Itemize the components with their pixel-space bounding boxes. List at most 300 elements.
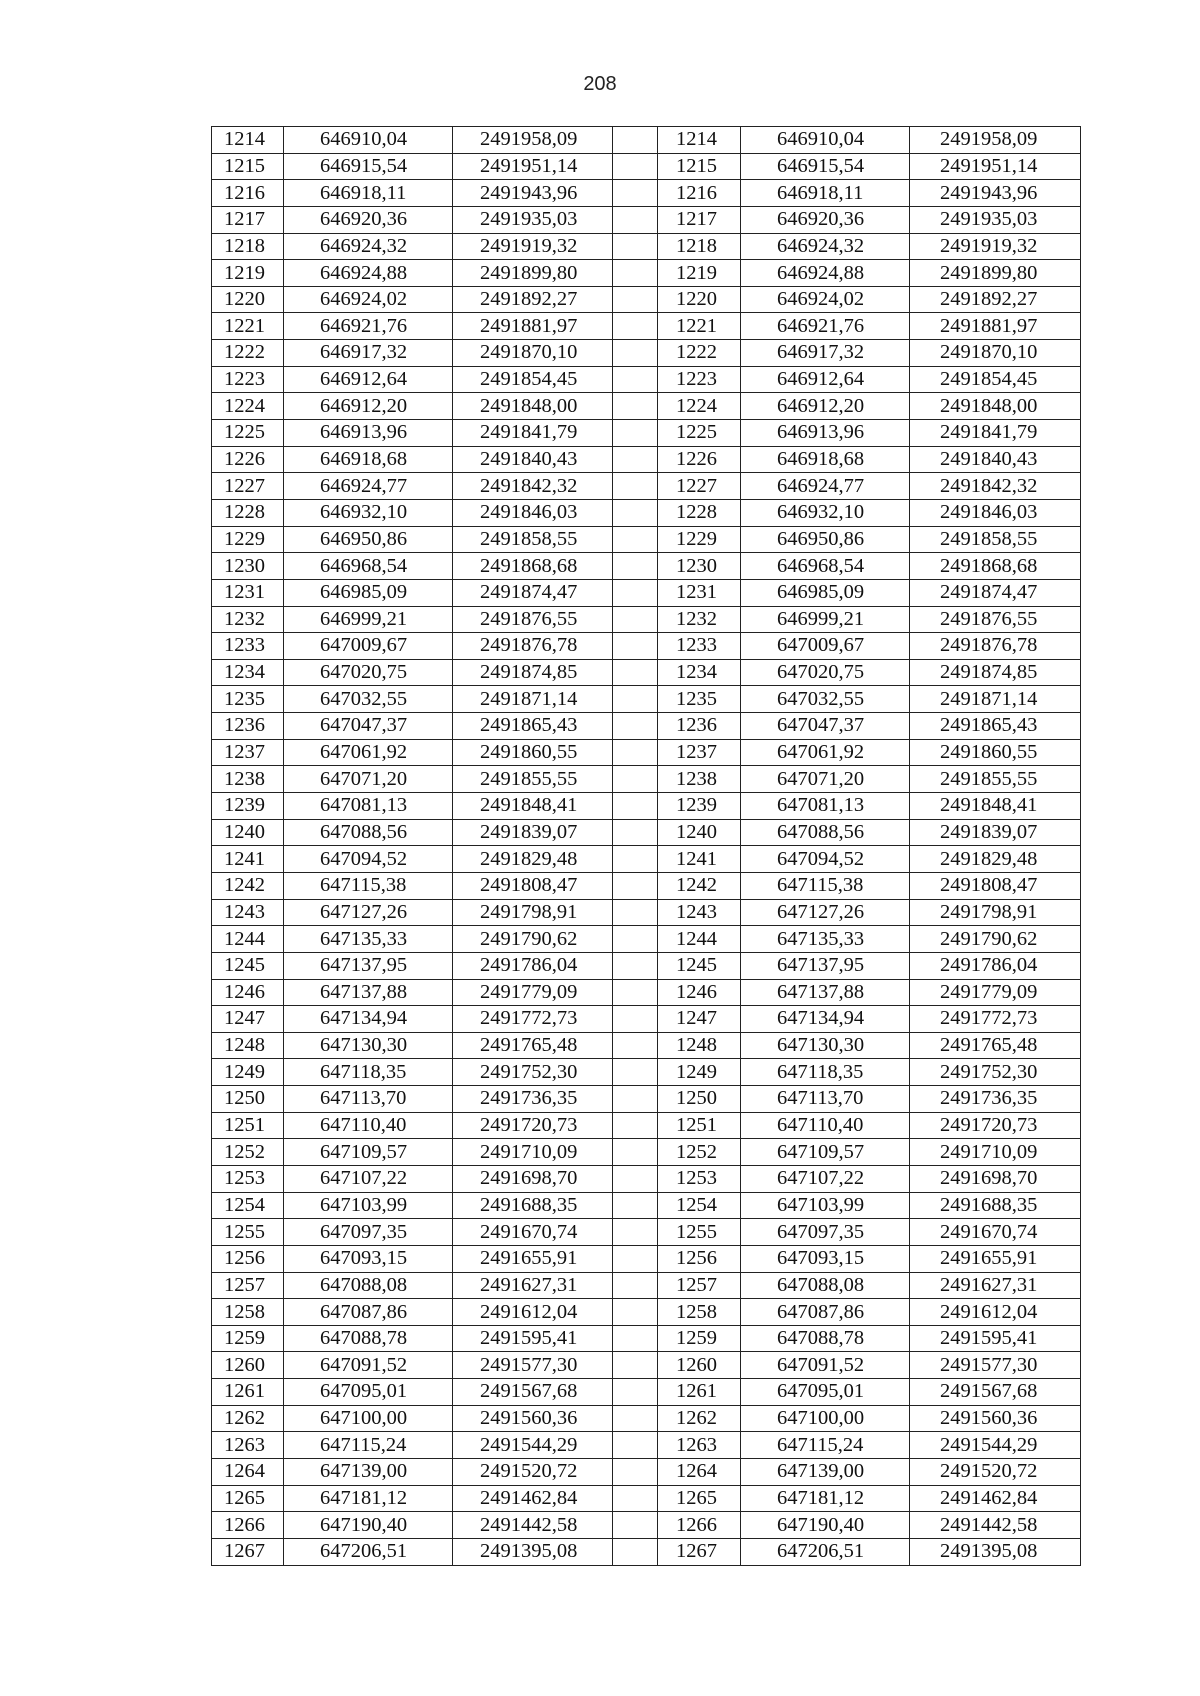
left-x-coordinate-cell: 646985,09 [284, 579, 453, 606]
right-y-coordinate-cell: 2491567,68 [910, 1379, 1081, 1406]
right-y-coordinate-cell: 2491935,03 [910, 206, 1081, 233]
right-x-coordinate-cell: 647095,01 [741, 1379, 910, 1406]
right-point-number-cell: 1252 [658, 1139, 741, 1166]
left-x-coordinate-cell: 646920,36 [284, 206, 453, 233]
right-y-coordinate-cell: 2491670,74 [910, 1219, 1081, 1246]
left-point-number-cell: 1247 [212, 1006, 284, 1033]
left-x-coordinate-cell: 646921,76 [284, 313, 453, 340]
left-point-number-cell: 1227 [212, 473, 284, 500]
right-y-coordinate-cell: 2491848,00 [910, 393, 1081, 420]
right-y-coordinate-cell: 2491790,62 [910, 926, 1081, 953]
right-y-coordinate-cell: 2491876,78 [910, 633, 1081, 660]
left-x-coordinate-cell: 647088,08 [284, 1272, 453, 1299]
right-y-coordinate-cell: 2491919,32 [910, 233, 1081, 260]
right-point-number-cell: 1215 [658, 153, 741, 180]
right-point-number-cell: 1240 [658, 819, 741, 846]
right-y-coordinate-cell: 2491870,10 [910, 340, 1081, 367]
left-point-number-cell: 1215 [212, 153, 284, 180]
left-point-number-cell: 1241 [212, 846, 284, 873]
left-point-number-cell: 1254 [212, 1192, 284, 1219]
right-y-coordinate-cell: 2491736,35 [910, 1086, 1081, 1113]
right-point-number-cell: 1225 [658, 420, 741, 447]
right-x-coordinate-cell: 647130,30 [741, 1032, 910, 1059]
table-row [212, 206, 1081, 233]
left-point-number-cell: 1231 [212, 579, 284, 606]
table-row [212, 633, 1081, 660]
right-point-number-cell: 1264 [658, 1459, 741, 1486]
right-x-coordinate-cell: 647009,67 [741, 633, 910, 660]
right-point-number-cell: 1263 [658, 1432, 741, 1459]
left-y-coordinate-cell: 2491865,43 [453, 713, 613, 740]
spacer-cell [613, 1299, 658, 1326]
right-x-coordinate-cell: 646912,20 [741, 393, 910, 420]
right-point-number-cell: 1246 [658, 979, 741, 1006]
table-row [212, 340, 1081, 367]
right-x-coordinate-cell: 647100,00 [741, 1405, 910, 1432]
right-x-coordinate-cell: 647032,55 [741, 686, 910, 713]
left-x-coordinate-cell: 647127,26 [284, 899, 453, 926]
left-point-number-cell: 1239 [212, 793, 284, 820]
table-row [212, 1139, 1081, 1166]
right-x-coordinate-cell: 647097,35 [741, 1219, 910, 1246]
left-point-number-cell: 1216 [212, 180, 284, 207]
spacer-cell [613, 473, 658, 500]
table-row [212, 1299, 1081, 1326]
left-x-coordinate-cell: 647088,78 [284, 1325, 453, 1352]
table-row [212, 979, 1081, 1006]
right-x-coordinate-cell: 647088,56 [741, 819, 910, 846]
right-x-coordinate-cell: 646910,04 [741, 127, 910, 154]
table-row [212, 499, 1081, 526]
right-x-coordinate-cell: 646924,02 [741, 286, 910, 313]
left-point-number-cell: 1234 [212, 659, 284, 686]
left-x-coordinate-cell: 647190,40 [284, 1512, 453, 1539]
table-row [212, 1006, 1081, 1033]
left-y-coordinate-cell: 2491829,48 [453, 846, 613, 873]
left-x-coordinate-cell: 647071,20 [284, 766, 453, 793]
left-y-coordinate-cell: 2491848,00 [453, 393, 613, 420]
left-x-coordinate-cell: 646917,32 [284, 340, 453, 367]
left-point-number-cell: 1221 [212, 313, 284, 340]
right-y-coordinate-cell: 2491899,80 [910, 260, 1081, 287]
page-number: 208 [583, 73, 617, 95]
left-y-coordinate-cell: 2491688,35 [453, 1192, 613, 1219]
table-row [212, 286, 1081, 313]
table-row [212, 739, 1081, 766]
right-y-coordinate-cell: 2491855,55 [910, 766, 1081, 793]
right-x-coordinate-cell: 646917,32 [741, 340, 910, 367]
left-point-number-cell: 1229 [212, 526, 284, 553]
right-x-coordinate-cell: 646924,32 [741, 233, 910, 260]
left-point-number-cell: 1259 [212, 1325, 284, 1352]
left-x-coordinate-cell: 647081,13 [284, 793, 453, 820]
right-point-number-cell: 1243 [658, 899, 741, 926]
left-x-coordinate-cell: 646915,54 [284, 153, 453, 180]
right-y-coordinate-cell: 2491881,97 [910, 313, 1081, 340]
right-y-coordinate-cell: 2491655,91 [910, 1245, 1081, 1272]
right-point-number-cell: 1234 [658, 659, 741, 686]
left-point-number-cell: 1263 [212, 1432, 284, 1459]
left-point-number-cell: 1224 [212, 393, 284, 420]
right-x-coordinate-cell: 647118,35 [741, 1059, 910, 1086]
right-y-coordinate-cell: 2491779,09 [910, 979, 1081, 1006]
right-x-coordinate-cell: 646968,54 [741, 553, 910, 580]
left-y-coordinate-cell: 2491442,58 [453, 1512, 613, 1539]
left-x-coordinate-cell: 646918,11 [284, 180, 453, 207]
right-x-coordinate-cell: 647020,75 [741, 659, 910, 686]
left-point-number-cell: 1217 [212, 206, 284, 233]
table-row [212, 1059, 1081, 1086]
table-row [212, 420, 1081, 447]
left-point-number-cell: 1223 [212, 366, 284, 393]
right-y-coordinate-cell: 2491958,09 [910, 127, 1081, 154]
left-point-number-cell: 1256 [212, 1245, 284, 1272]
left-x-coordinate-cell: 647061,92 [284, 739, 453, 766]
table-row [212, 846, 1081, 873]
right-x-coordinate-cell: 647091,52 [741, 1352, 910, 1379]
left-point-number-cell: 1246 [212, 979, 284, 1006]
left-x-coordinate-cell: 647097,35 [284, 1219, 453, 1246]
left-x-coordinate-cell: 647118,35 [284, 1059, 453, 1086]
left-y-coordinate-cell: 2491772,73 [453, 1006, 613, 1033]
left-y-coordinate-cell: 2491839,07 [453, 819, 613, 846]
right-y-coordinate-cell: 2491772,73 [910, 1006, 1081, 1033]
left-x-coordinate-cell: 646950,86 [284, 526, 453, 553]
left-y-coordinate-cell: 2491612,04 [453, 1299, 613, 1326]
table-row [212, 659, 1081, 686]
right-x-coordinate-cell: 646924,88 [741, 260, 910, 287]
left-x-coordinate-cell: 647087,86 [284, 1299, 453, 1326]
right-y-coordinate-cell: 2491765,48 [910, 1032, 1081, 1059]
left-x-coordinate-cell: 646912,20 [284, 393, 453, 420]
spacer-cell [613, 127, 658, 154]
table-row [212, 579, 1081, 606]
left-y-coordinate-cell: 2491858,55 [453, 526, 613, 553]
right-point-number-cell: 1218 [658, 233, 741, 260]
spacer-cell [613, 366, 658, 393]
left-y-coordinate-cell: 2491720,73 [453, 1112, 613, 1139]
right-x-coordinate-cell: 646915,54 [741, 153, 910, 180]
left-point-number-cell: 1253 [212, 1165, 284, 1192]
left-x-coordinate-cell: 646913,96 [284, 420, 453, 447]
right-x-coordinate-cell: 647115,38 [741, 872, 910, 899]
right-point-number-cell: 1253 [658, 1165, 741, 1192]
table-row [212, 793, 1081, 820]
left-y-coordinate-cell: 2491627,31 [453, 1272, 613, 1299]
spacer-cell [613, 766, 658, 793]
left-x-coordinate-cell: 647088,56 [284, 819, 453, 846]
right-y-coordinate-cell: 2491839,07 [910, 819, 1081, 846]
left-x-coordinate-cell: 647107,22 [284, 1165, 453, 1192]
left-point-number-cell: 1232 [212, 606, 284, 633]
right-x-coordinate-cell: 647109,57 [741, 1139, 910, 1166]
right-x-coordinate-cell: 646912,64 [741, 366, 910, 393]
right-y-coordinate-cell: 2491854,45 [910, 366, 1081, 393]
spacer-cell [613, 686, 658, 713]
left-y-coordinate-cell: 2491848,41 [453, 793, 613, 820]
coordinates-table-body [212, 127, 1081, 1566]
table-row [212, 1379, 1081, 1406]
table-row [212, 952, 1081, 979]
spacer-cell [613, 553, 658, 580]
left-y-coordinate-cell: 2491567,68 [453, 1379, 613, 1406]
spacer-cell [613, 979, 658, 1006]
left-x-coordinate-cell: 647135,33 [284, 926, 453, 953]
left-y-coordinate-cell: 2491577,30 [453, 1352, 613, 1379]
left-point-number-cell: 1248 [212, 1032, 284, 1059]
left-point-number-cell: 1244 [212, 926, 284, 953]
right-x-coordinate-cell: 647115,24 [741, 1432, 910, 1459]
left-x-coordinate-cell: 647020,75 [284, 659, 453, 686]
table-row [212, 393, 1081, 420]
spacer-cell [613, 1245, 658, 1272]
spacer-cell [613, 1272, 658, 1299]
left-x-coordinate-cell: 646918,68 [284, 446, 453, 473]
table-row [212, 606, 1081, 633]
right-y-coordinate-cell: 2491846,03 [910, 499, 1081, 526]
table-row [212, 526, 1081, 553]
right-y-coordinate-cell: 2491874,47 [910, 579, 1081, 606]
left-y-coordinate-cell: 2491698,70 [453, 1165, 613, 1192]
right-point-number-cell: 1247 [658, 1006, 741, 1033]
right-point-number-cell: 1261 [658, 1379, 741, 1406]
right-x-coordinate-cell: 646918,11 [741, 180, 910, 207]
right-y-coordinate-cell: 2491808,47 [910, 872, 1081, 899]
table-row [212, 1165, 1081, 1192]
left-y-coordinate-cell: 2491736,35 [453, 1086, 613, 1113]
right-point-number-cell: 1256 [658, 1245, 741, 1272]
table-row [212, 686, 1081, 713]
left-y-coordinate-cell: 2491881,97 [453, 313, 613, 340]
right-point-number-cell: 1219 [658, 260, 741, 287]
right-point-number-cell: 1267 [658, 1538, 741, 1565]
right-point-number-cell: 1244 [658, 926, 741, 953]
left-point-number-cell: 1230 [212, 553, 284, 580]
right-point-number-cell: 1245 [658, 952, 741, 979]
left-x-coordinate-cell: 647032,55 [284, 686, 453, 713]
left-point-number-cell: 1214 [212, 127, 284, 154]
right-point-number-cell: 1236 [658, 713, 741, 740]
left-y-coordinate-cell: 2491808,47 [453, 872, 613, 899]
right-y-coordinate-cell: 2491560,36 [910, 1405, 1081, 1432]
table-row [212, 473, 1081, 500]
spacer-cell [613, 313, 658, 340]
coordinates-table [211, 126, 1081, 1566]
table-row [212, 1352, 1081, 1379]
left-y-coordinate-cell: 2491395,08 [453, 1538, 613, 1565]
right-point-number-cell: 1230 [658, 553, 741, 580]
spacer-cell [613, 633, 658, 660]
right-y-coordinate-cell: 2491462,84 [910, 1485, 1081, 1512]
spacer-cell [613, 952, 658, 979]
right-point-number-cell: 1250 [658, 1086, 741, 1113]
right-point-number-cell: 1248 [658, 1032, 741, 1059]
left-y-coordinate-cell: 2491655,91 [453, 1245, 613, 1272]
spacer-cell [613, 1112, 658, 1139]
left-x-coordinate-cell: 647113,70 [284, 1086, 453, 1113]
right-x-coordinate-cell: 647071,20 [741, 766, 910, 793]
right-x-coordinate-cell: 647113,70 [741, 1086, 910, 1113]
spacer-cell [613, 1538, 658, 1565]
right-x-coordinate-cell: 647181,12 [741, 1485, 910, 1512]
left-y-coordinate-cell: 2491798,91 [453, 899, 613, 926]
right-y-coordinate-cell: 2491829,48 [910, 846, 1081, 873]
right-y-coordinate-cell: 2491943,96 [910, 180, 1081, 207]
left-point-number-cell: 1255 [212, 1219, 284, 1246]
table-row [212, 127, 1081, 154]
left-x-coordinate-cell: 646968,54 [284, 553, 453, 580]
table-row [212, 819, 1081, 846]
left-point-number-cell: 1251 [212, 1112, 284, 1139]
spacer-cell [613, 1485, 658, 1512]
right-x-coordinate-cell: 647103,99 [741, 1192, 910, 1219]
left-y-coordinate-cell: 2491765,48 [453, 1032, 613, 1059]
left-y-coordinate-cell: 2491860,55 [453, 739, 613, 766]
left-y-coordinate-cell: 2491840,43 [453, 446, 613, 473]
table-row [212, 1112, 1081, 1139]
spacer-cell [613, 206, 658, 233]
left-y-coordinate-cell: 2491919,32 [453, 233, 613, 260]
right-x-coordinate-cell: 647110,40 [741, 1112, 910, 1139]
left-point-number-cell: 1219 [212, 260, 284, 287]
right-y-coordinate-cell: 2491544,29 [910, 1432, 1081, 1459]
left-x-coordinate-cell: 647206,51 [284, 1538, 453, 1565]
right-y-coordinate-cell: 2491868,68 [910, 553, 1081, 580]
left-point-number-cell: 1222 [212, 340, 284, 367]
spacer-cell [613, 1192, 658, 1219]
right-y-coordinate-cell: 2491612,04 [910, 1299, 1081, 1326]
table-row [212, 313, 1081, 340]
left-x-coordinate-cell: 646932,10 [284, 499, 453, 526]
table-row [212, 553, 1081, 580]
left-x-coordinate-cell: 647091,52 [284, 1352, 453, 1379]
left-x-coordinate-cell: 647047,37 [284, 713, 453, 740]
right-x-coordinate-cell: 646985,09 [741, 579, 910, 606]
right-x-coordinate-cell: 646924,77 [741, 473, 910, 500]
right-x-coordinate-cell: 646920,36 [741, 206, 910, 233]
spacer-cell [613, 579, 658, 606]
right-x-coordinate-cell: 647206,51 [741, 1538, 910, 1565]
left-y-coordinate-cell: 2491874,47 [453, 579, 613, 606]
left-x-coordinate-cell: 647137,88 [284, 979, 453, 1006]
right-x-coordinate-cell: 647139,00 [741, 1459, 910, 1486]
left-y-coordinate-cell: 2491892,27 [453, 286, 613, 313]
spacer-cell [613, 1459, 658, 1486]
left-x-coordinate-cell: 646924,02 [284, 286, 453, 313]
right-y-coordinate-cell: 2491951,14 [910, 153, 1081, 180]
left-y-coordinate-cell: 2491670,74 [453, 1219, 613, 1246]
right-y-coordinate-cell: 2491874,85 [910, 659, 1081, 686]
left-x-coordinate-cell: 647134,94 [284, 1006, 453, 1033]
spacer-cell [613, 260, 658, 287]
right-x-coordinate-cell: 647137,95 [741, 952, 910, 979]
spacer-cell [613, 1379, 658, 1406]
right-x-coordinate-cell: 647135,33 [741, 926, 910, 953]
left-y-coordinate-cell: 2491868,68 [453, 553, 613, 580]
right-point-number-cell: 1224 [658, 393, 741, 420]
right-point-number-cell: 1266 [658, 1512, 741, 1539]
table-row [212, 366, 1081, 393]
right-point-number-cell: 1223 [658, 366, 741, 393]
left-point-number-cell: 1228 [212, 499, 284, 526]
table-row [212, 233, 1081, 260]
right-x-coordinate-cell: 646921,76 [741, 313, 910, 340]
right-y-coordinate-cell: 2491520,72 [910, 1459, 1081, 1486]
table-row [212, 1192, 1081, 1219]
left-y-coordinate-cell: 2491544,29 [453, 1432, 613, 1459]
table-row [212, 1538, 1081, 1565]
table-row [212, 1432, 1081, 1459]
left-y-coordinate-cell: 2491520,72 [453, 1459, 613, 1486]
right-point-number-cell: 1228 [658, 499, 741, 526]
right-y-coordinate-cell: 2491595,41 [910, 1325, 1081, 1352]
right-y-coordinate-cell: 2491876,55 [910, 606, 1081, 633]
left-point-number-cell: 1238 [212, 766, 284, 793]
right-y-coordinate-cell: 2491442,58 [910, 1512, 1081, 1539]
left-y-coordinate-cell: 2491876,55 [453, 606, 613, 633]
right-point-number-cell: 1255 [658, 1219, 741, 1246]
left-y-coordinate-cell: 2491855,55 [453, 766, 613, 793]
right-point-number-cell: 1231 [658, 579, 741, 606]
right-point-number-cell: 1265 [658, 1485, 741, 1512]
left-point-number-cell: 1257 [212, 1272, 284, 1299]
right-x-coordinate-cell: 647107,22 [741, 1165, 910, 1192]
spacer-cell [613, 713, 658, 740]
table-row [212, 446, 1081, 473]
left-y-coordinate-cell: 2491846,03 [453, 499, 613, 526]
right-point-number-cell: 1257 [658, 1272, 741, 1299]
right-y-coordinate-cell: 2491842,32 [910, 473, 1081, 500]
right-y-coordinate-cell: 2491841,79 [910, 420, 1081, 447]
right-x-coordinate-cell: 647047,37 [741, 713, 910, 740]
spacer-cell [613, 606, 658, 633]
spacer-cell [613, 420, 658, 447]
spacer-cell [613, 846, 658, 873]
spacer-cell [613, 819, 658, 846]
table-row [212, 1512, 1081, 1539]
right-point-number-cell: 1262 [658, 1405, 741, 1432]
left-point-number-cell: 1240 [212, 819, 284, 846]
spacer-cell [613, 1086, 658, 1113]
right-x-coordinate-cell: 646918,68 [741, 446, 910, 473]
table-row [212, 1219, 1081, 1246]
right-point-number-cell: 1254 [658, 1192, 741, 1219]
left-y-coordinate-cell: 2491876,78 [453, 633, 613, 660]
left-point-number-cell: 1225 [212, 420, 284, 447]
spacer-cell [613, 1512, 658, 1539]
left-point-number-cell: 1233 [212, 633, 284, 660]
right-x-coordinate-cell: 647087,86 [741, 1299, 910, 1326]
table-row [212, 260, 1081, 287]
table-row [212, 1272, 1081, 1299]
right-y-coordinate-cell: 2491848,41 [910, 793, 1081, 820]
left-point-number-cell: 1258 [212, 1299, 284, 1326]
left-x-coordinate-cell: 646999,21 [284, 606, 453, 633]
spacer-cell [613, 1139, 658, 1166]
left-x-coordinate-cell: 647137,95 [284, 952, 453, 979]
right-point-number-cell: 1220 [658, 286, 741, 313]
left-point-number-cell: 1261 [212, 1379, 284, 1406]
right-point-number-cell: 1214 [658, 127, 741, 154]
spacer-cell [613, 446, 658, 473]
spacer-cell [613, 1405, 658, 1432]
right-point-number-cell: 1229 [658, 526, 741, 553]
spacer-cell [613, 286, 658, 313]
left-point-number-cell: 1252 [212, 1139, 284, 1166]
left-point-number-cell: 1260 [212, 1352, 284, 1379]
left-y-coordinate-cell: 2491899,80 [453, 260, 613, 287]
left-x-coordinate-cell: 647093,15 [284, 1245, 453, 1272]
